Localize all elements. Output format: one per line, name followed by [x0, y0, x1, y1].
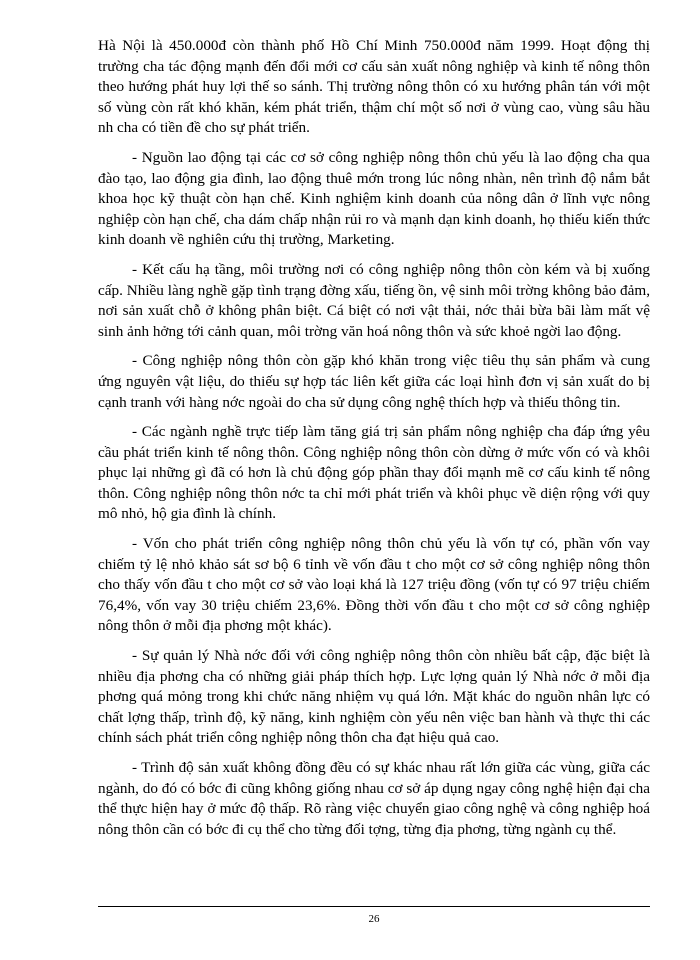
body-text — [98, 36, 650, 849]
paragraph-6: - Vốn cho phát triển công nghiệp nông thôn chủ yếu là vốn tự có, phần vốn vay chiếm tỷ lệ nhỏ khảo sát sơ bộ 6 tỉnh về vốn đầu t cho một cơ sở công nghiệp nông thôn cho thấy vốn đầu t cho một cơ sở vào loại khá là 127 triệu đồng (vốn tự có 97 triệu chiếm 76,4%, vốn vay 30 triệu chiếm 23,6%. Đồng thời vốn đầu t cho một cơ sở công nghiệp nông thôn ở mỗi địa phơng một khác). — [98, 535, 650, 635]
paragraph-2: - Nguồn lao động tại các cơ sở công nghiệp nông thôn chủ yếu là lao động cha qua đào tạo, lao động gia đình, lao động thuê mớn trong lúc nông nhàn, nên trình độ nắm bắt khoa học kỹ thuật còn hạn chế. Kinh nghiệm kinh doanh của nông dân ở lĩnh vực nông nghiệp còn hạn chế, cha dám chấp nhận rủi ro và mạnh dạn kinh doanh, họ thiếu kiến thức kinh doanh về nghiên cứu thị trường, Marketing. — [98, 148, 650, 249]
footer-divider — [98, 906, 650, 907]
page-number: 26 — [368, 913, 380, 925]
paragraph-7: - Sự quản lý Nhà nớc đối với công nghiệp nông thôn còn nhiều bất cập, đặc biệt là nhiều địa phơng cha có những giải pháp thích hợp. Lực lợng quản lý Nhà nớc ở mỗi địa phơng quá mỏng trong khi chức năng nhiệm vụ quá lớn. Mặt khác do nguồn nhân lực có chất lợng thấp, trình độ, kỹ năng, kinh nghiệm còn yếu nên việc ban hành và thực thi các chính sách phát triển công nghiệp nông thôn cha đạt hiệu quả cao. — [98, 647, 650, 747]
paragraph-5: - Các ngành nghề trực tiếp làm tăng giá trị sản phẩm nông nghiệp cha đáp ứng yêu cầu phát triển kinh tế nông thôn. Công nghiệp nông thôn còn dừng ở mức vốn có và khôi phục lại những gì đã có hơn là chủ động góp phần thay đổi mạnh mẽ cơ cấu kinh tế nông thôn. Công nghiệp nông thôn nớc ta chỉ mới phát triển và khôi phục về diện rộng với quy mô nhỏ, hộ gia đình là chính. — [98, 423, 650, 523]
paragraph-3: - Kết cấu hạ tầng, môi trường nơi có công nghiệp nông thôn còn kém và bị xuống cấp. Nhiều làng nghề gặp tình trạng đờng xấu, tiếng ồn, vệ sinh môi trờng không bảo đảm, nơi sản xuất chỗ ở không phân biệt. Cá biệt có nơi vật thải, nớc thải bừa bãi làm mất vệ sinh ảnh hởng tới cảnh quan, môi trờng văn hoá nông thôn và sức khoẻ ngời lao động. — [98, 260, 650, 340]
paragraph-4: - Công nghiệp nông thôn còn gặp khó khăn trong việc tiêu thụ sản phẩm và cung ứng nguyên vật liệu, do thiếu sự hợp tác liên kết giữa các loại hình đơn vị sản xuất do bị cạnh tranh với hàng nớc ngoài do cha sử dụng công nghệ thích hợp và thiếu thông tin. — [98, 352, 650, 411]
paragraph-1: Hà Nội là 450.000đ còn thành phố Hồ Chí Minh 750.000đ năm 1999. Hoạt động thị trường cha tác động mạnh đến đổi mới cơ cấu sản xuất nông nghiệp và kinh tế nông thôn theo hướng phát huy lợi thế so sánh. Thị trường nông thôn có xu hướng phân tán với một số vùng còn rất khó khăn, kém phát triển, thậm chí một số nơi ở vùng cao, vùng sâu hầu nh cha có tiền đề cho sự phát triển. — [98, 37, 650, 137]
paragraph-8: - Trình độ sản xuất không đồng đều có sự khác nhau rất lớn giữa các vùng, giữa các ngành, do đó có bớc đi cũng không giống nhau cơ sở áp dụng ngay công nghệ hiện đại cha thể thực hiện hay ở mức độ thấp. Rõ ràng việc chuyển giao công nghệ và công nghiệp hoá nông thôn cần có bớc đi cụ thể cho từng đối tợng, từng địa phơng, từng ngành cụ thể. — [98, 759, 650, 838]
